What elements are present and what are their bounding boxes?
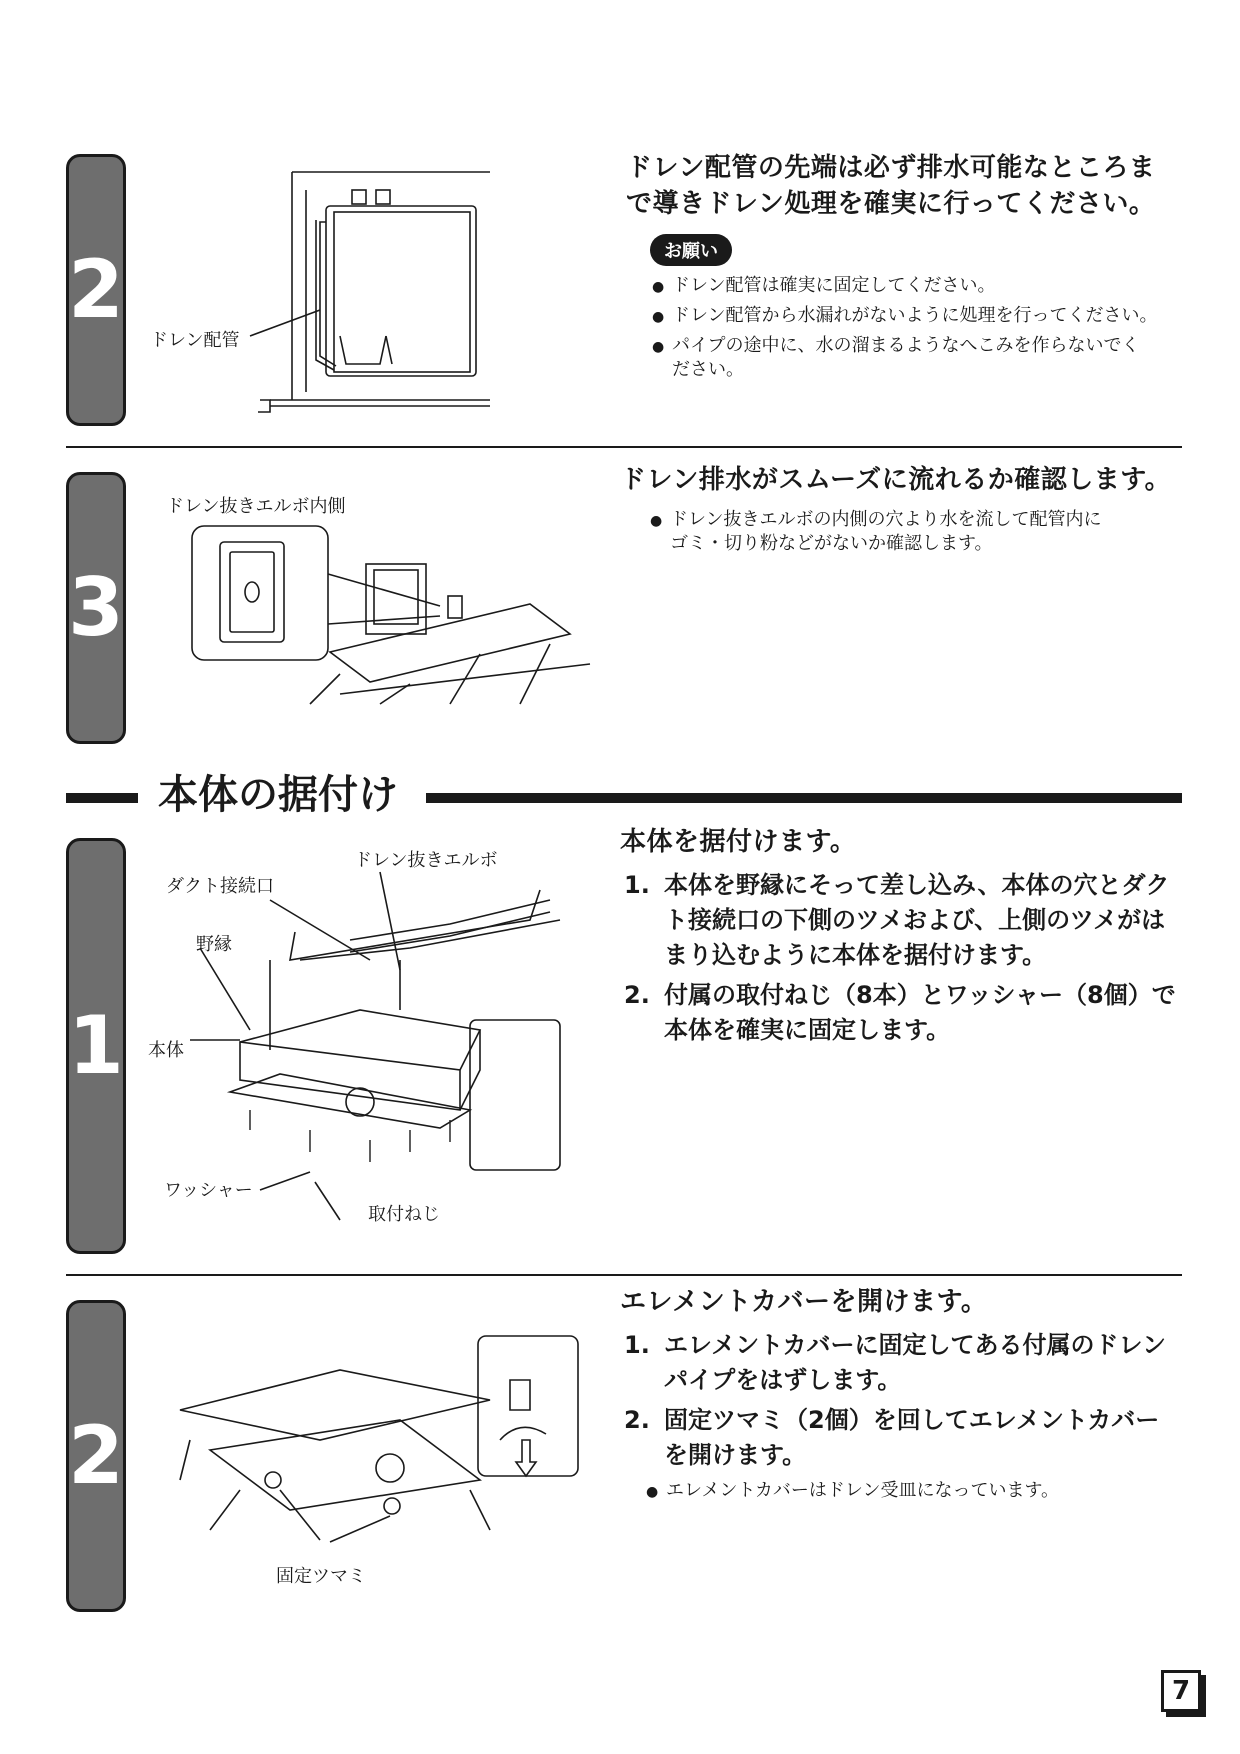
drain-elbow-figure [190, 524, 590, 704]
step-tab-1 [66, 838, 126, 1254]
notice-list [650, 274, 1190, 382]
washer-label: ワッシャー [164, 1180, 253, 1201]
step-number: 1 [68, 999, 124, 1092]
drain-elbow-inside-label: ドレン抜きエルボ内側 [166, 496, 346, 517]
notice-item: ● パイプの途中に、水の溜まるようなへこみを作らないでく ださい。 [650, 334, 1190, 382]
cover-figure [170, 1330, 590, 1550]
cover-note: ● エレメントカバーはドレン受皿になっています。 [644, 1479, 1200, 1503]
drain-check-bullet: ● ドレン抜きエルボの内側の穴より水を流して配管内に ゴミ・切り粉などがないか確認します。 [648, 508, 1200, 556]
cover-step-item: 2. 固定ツマミ（2個）を回してエレメントカバー を開けます。 [624, 1406, 1160, 1469]
screw-label: 取付ねじ [368, 1204, 440, 1225]
step-number: 2 [68, 243, 124, 336]
notice-badge: お願い [650, 234, 732, 266]
cover-step-item: 1. エレメントカバーに固定してある付属のドレン パイプをはずします。 [624, 1331, 1166, 1394]
drain-pipe-heading: ドレン配管の先端は必ず排水可能なところま で導きドレン処理を確実に行ってください。 [626, 153, 1156, 219]
drain-pipe-text [626, 150, 1196, 382]
drain-check-text [620, 462, 1200, 556]
step-tab-2b [66, 1300, 126, 1612]
drain-check-heading: ドレン排水がスムーズに流れるか確認します。 [620, 465, 1172, 495]
cover-text [620, 1284, 1200, 1503]
drain-elbow-label: ドレン抜きエルボ [354, 850, 498, 871]
install-step-item: 1. 本体を野縁にそって差し込み、本体の穴とダク ト接続口の下側のツメおよび、上側のツメがは まり込むように本体を据付けます。 [624, 871, 1170, 969]
cover-heading: エレメントカバーを開けます。 [620, 1287, 988, 1317]
step-number: 3 [68, 561, 124, 654]
install-step-item: 2. 付属の取付ねじ（8本）とワッシャー（8個）で 本体を確実に固定します。 [624, 981, 1176, 1044]
knob-label: 固定ツマミ [276, 1566, 366, 1587]
step-tab-2 [66, 154, 126, 426]
ceiling-joist-label: 野縁 [196, 934, 232, 955]
install-steps [620, 868, 1200, 1048]
notice-item: ● ドレン配管は確実に固定してください。 [650, 274, 1190, 298]
drain-pipe-label: ドレン配管 [150, 330, 240, 351]
cover-steps [620, 1328, 1200, 1473]
section-divider [66, 446, 1182, 448]
step-number: 2 [68, 1409, 124, 1502]
step-tab-3 [66, 472, 126, 744]
install-text [620, 824, 1200, 1048]
section-header [66, 774, 1182, 824]
duct-port-label: ダクト接続口 [166, 876, 274, 897]
section-divider [66, 1274, 1182, 1276]
body-label: 本体 [148, 1040, 184, 1061]
notice-item: ● ドレン配管から水漏れがないように処理を行ってください。 [650, 304, 1190, 328]
page-number: 7 [1161, 1670, 1201, 1712]
drain-pipe-figure [140, 160, 500, 430]
install-heading: 本体を据付けます。 [620, 827, 857, 857]
section-title: 本体の据付け [158, 772, 398, 818]
